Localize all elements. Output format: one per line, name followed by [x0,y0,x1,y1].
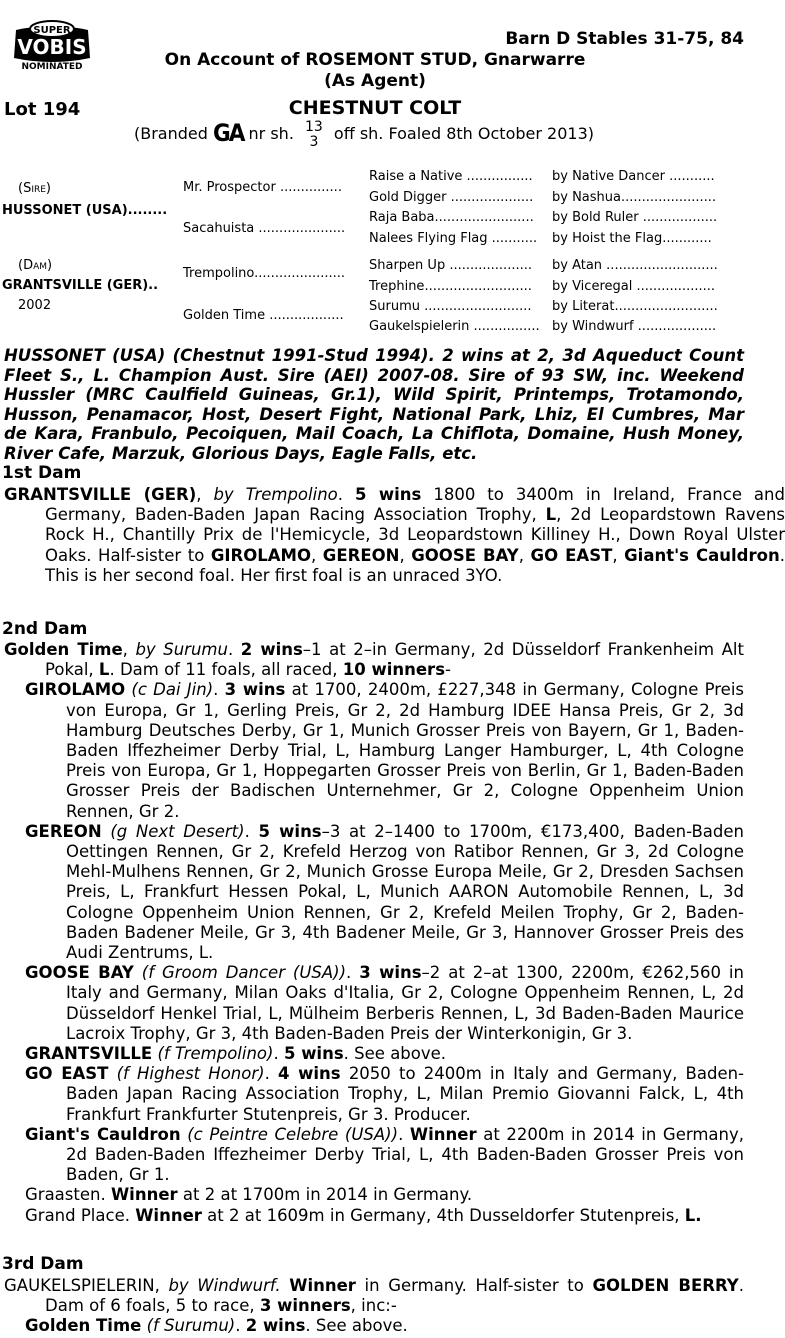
gggp-1: by Native Dancer ........... [552,169,715,184]
gggp-7: by Literat......................... [552,299,718,314]
logo-vobis-text: VOBIS [17,35,87,59]
vendor-account: On Account of ROSEMONT STUD, Gnarwarre [164,50,586,70]
progeny-gereon: GEREON (g Next Desert). 5 wins–3 at 2–1400 to 1700m, €173,400, Baden-Baden Oettingen Rennen, Gr 2, Krefeld Herzog von Ratibor Rennen, Gr 3, 2d Cologne Mehl-Mulhens Rennen, Gr 2, Munich Grosse Europa Meile, Gr 2, Dresden Sachsen Preis, L, Frankfurt Hessen Pokal, L, Munich AARON Automobile Rennen, L, 3d Cologne Oppenheim Union Rennen, Gr 2, Krefeld Meilen Trophy, Gr 2, Baden-Baden Badener Meile, Gr 3, 4th Badener Meile, Gr 3, Hannover Grosser Preis des Audi Zentrums, L. [25,821,744,963]
second-dam-entry: Golden Time, by Surumu. 2 wins–1 at 2–in Germany, 2d Düsseldorf Frankenheim Alt Pokal, L. Dam of 11 foals, all raced, 10 winners- [4,640,744,680]
sire-name: HUSSONET (USA)........ [2,203,168,218]
progeny-grantsville: GRANTSVILLE (f Trempolino). 5 wins. See above. [25,1044,447,1064]
progeny-graasten: Graasten. Winner at 2 at 1700m in 2014 in Germany. [25,1185,473,1205]
brand-line: (Branded GA nr sh. 13 3 off sh. Foaled 8th October 2013) [134,118,594,150]
brand-mark: GA [213,119,244,147]
ggp-4: Nalees Flying Flag ........... [369,231,538,246]
gggp-6: by Viceregal ................... [552,279,715,294]
third-dam-block [4,1276,744,1337]
third-dam-entry: GAUKELSPIELERIN, by Windwurf. Winner in Germany. Half-sister to GOLDEN BERRY. Dam of 6 foals, 5 to race, 3 winners, inc:- [4,1276,744,1316]
logo-nominated-text: NOMINATED [21,62,83,72]
progeny-girolamo: GIROLAMO (c Dai Jin). 3 wins at 1700, 2400m, £227,348 in Germany, Cologne Preis von Europa, Gr 1, Gerling Preis, Gr 2, 2d Hamburg IDEE Hansa Preis, Gr 2, 3d Hamburg Deutsches Derby, Gr 1, Munich Grosser Preis von Bayern, Gr 1, Baden-Baden Iffezheimer Derby Trial, L, Hamburg Langer Hamburger, L, 4th Cologne Preis von Europa, Gr 1, Hoppegarten Grosser Preis von Berlin, Gr 1, Baden-Baden Grosser Preis der Badischen Unternehmer, Gr 2, Cologne Oppenheim Union Rennen, Gr 2. [25,680,744,821]
first-dam-heading: 1st Dam [2,463,82,483]
ggp-3: Raja Baba........................ [369,210,534,225]
gp-3: Trempolino...................... [183,266,346,281]
sire-summary: HUSSONET (USA) (Chestnut 1991-Stud 1994). 2 wins at 2, 3d Aqueduct Count Fleet S., L. Champion Aust. Sire (AEI) 2007-08. Sire of 93 SW, inc. Weekend Hussler (MRC Caulfield Guineas, Gr.1), Wild Spirit, Printemps, Trotamondo, Husson, Penamacor, Host, Desert Fight, National Park, Lhiz, El Cumbres, Mar de Kara, Franbulo, Pecoiquen, Mail Coach, La Chiflota, Domaine, Hush Money, River Cafe, Marzuk, Glorious Days, Eagle Falls, etc. [4,346,744,463]
brand-fraction: 13 3 [305,118,323,150]
gggp-4: by Hoist the Flag............ [552,231,712,246]
gggp-8: by Windwurf ................... [552,319,717,334]
ggp-2: Gold Digger .................... [369,190,534,205]
logo-super-text: SUPER [33,25,71,36]
gp-1: Mr. Prospector ............... [183,180,342,195]
gggp-2: by Nashua....................... [552,190,717,205]
second-dam-heading: 2nd Dam [2,619,88,639]
dam-name: GRANTSVILLE (GER).. [2,278,159,293]
gp-4: Golden Time .................. [183,308,344,323]
ggp-7: Surumu .......................... [369,299,532,314]
sire-label: (Sire) [18,181,51,196]
gggp-5: by Atan ........................... [552,258,718,273]
progeny-grand-place: Grand Place. Winner at 2 at 1609m in Germany, 4th Dusseldorfer Stutenpreis, L. [25,1205,702,1225]
ggp-8: Gaukelspielerin ................ [369,319,540,334]
lot-number: Lot 194 [4,99,81,120]
gp-2: Sacahuista ..................... [183,221,346,236]
ggp-5: Sharpen Up .................... [369,258,532,273]
third-dam-progeny-golden-time: Golden Time (f Surumu). 2 wins. See above. [25,1316,408,1336]
second-dam-block [4,640,744,1226]
lot-title: CHESTNUT COLT [288,97,462,119]
progeny-giants-cauldron: Giant's Cauldron (c Peintre Celebre (USA)). Winner at 2200m in 2014 in Germany, 2d Baden-Baden Iffezheimer Derby Trial, L, 4th Baden-Baden Grosser Preis von Baden, Gr 1. [25,1124,745,1185]
dam-year: 2002 [18,298,52,313]
dam-label: (Dam) [18,258,53,273]
ggp-1: Raise a Native ................ [369,169,533,184]
first-dam-paragraph: GRANTSVILLE (GER), by Trempolino. 5 wins 1800 to 3400m in Ireland, France and Germany, Baden-Baden Japan Racing Association Trophy, L, 2d Leopardstown Ravens Rock H., Chantilly Prix de l'Hemicycle, 3d Leopardstown Killiney H., Down Royal Ulster Oaks. Half-sister to GIROLAMO, GEREON, GOOSE BAY, GO EAST, Giant's Cauldron. This is her second foal. Her first foal is an unraced 3YO. [4,485,785,585]
barn-location: Barn D Stables 31-75, 84 [505,29,744,49]
vendor-agent: (As Agent) [324,71,426,91]
third-dam-heading: 3rd Dam [2,1254,84,1274]
progeny-goose-bay: GOOSE BAY (f Groom Dancer (USA)). 3 wins–2 at 2–at 1300, 2200m, €262,560 in Italy and Germany, Milan Oaks d'Italia, Gr 2, Cologne Oppenheim Rennen, L, 2d Düsseldorf Henkel Trial, L, Mülheim Berberis Rennen, L, 3d Baden-Baden Maurice Lacroix Trophy, Gr 3, 4th Baden-Baden Preis der Winterkonigin, Gr 3. [25,963,744,1043]
ggp-6: Trephine.......................... [369,279,532,294]
gggp-3: by Bold Ruler .................. [552,210,718,225]
progeny-go-east: GO EAST (f Highest Honor). 4 wins 2050 to 2400m in Italy and Germany, Baden-Baden Japan Racing Association Trophy, L, Milan Premio Giovanni Falck, L, 4th Frankfurt Frankfurter Stutenpreis, Gr 3. Producer. [25,1064,745,1124]
